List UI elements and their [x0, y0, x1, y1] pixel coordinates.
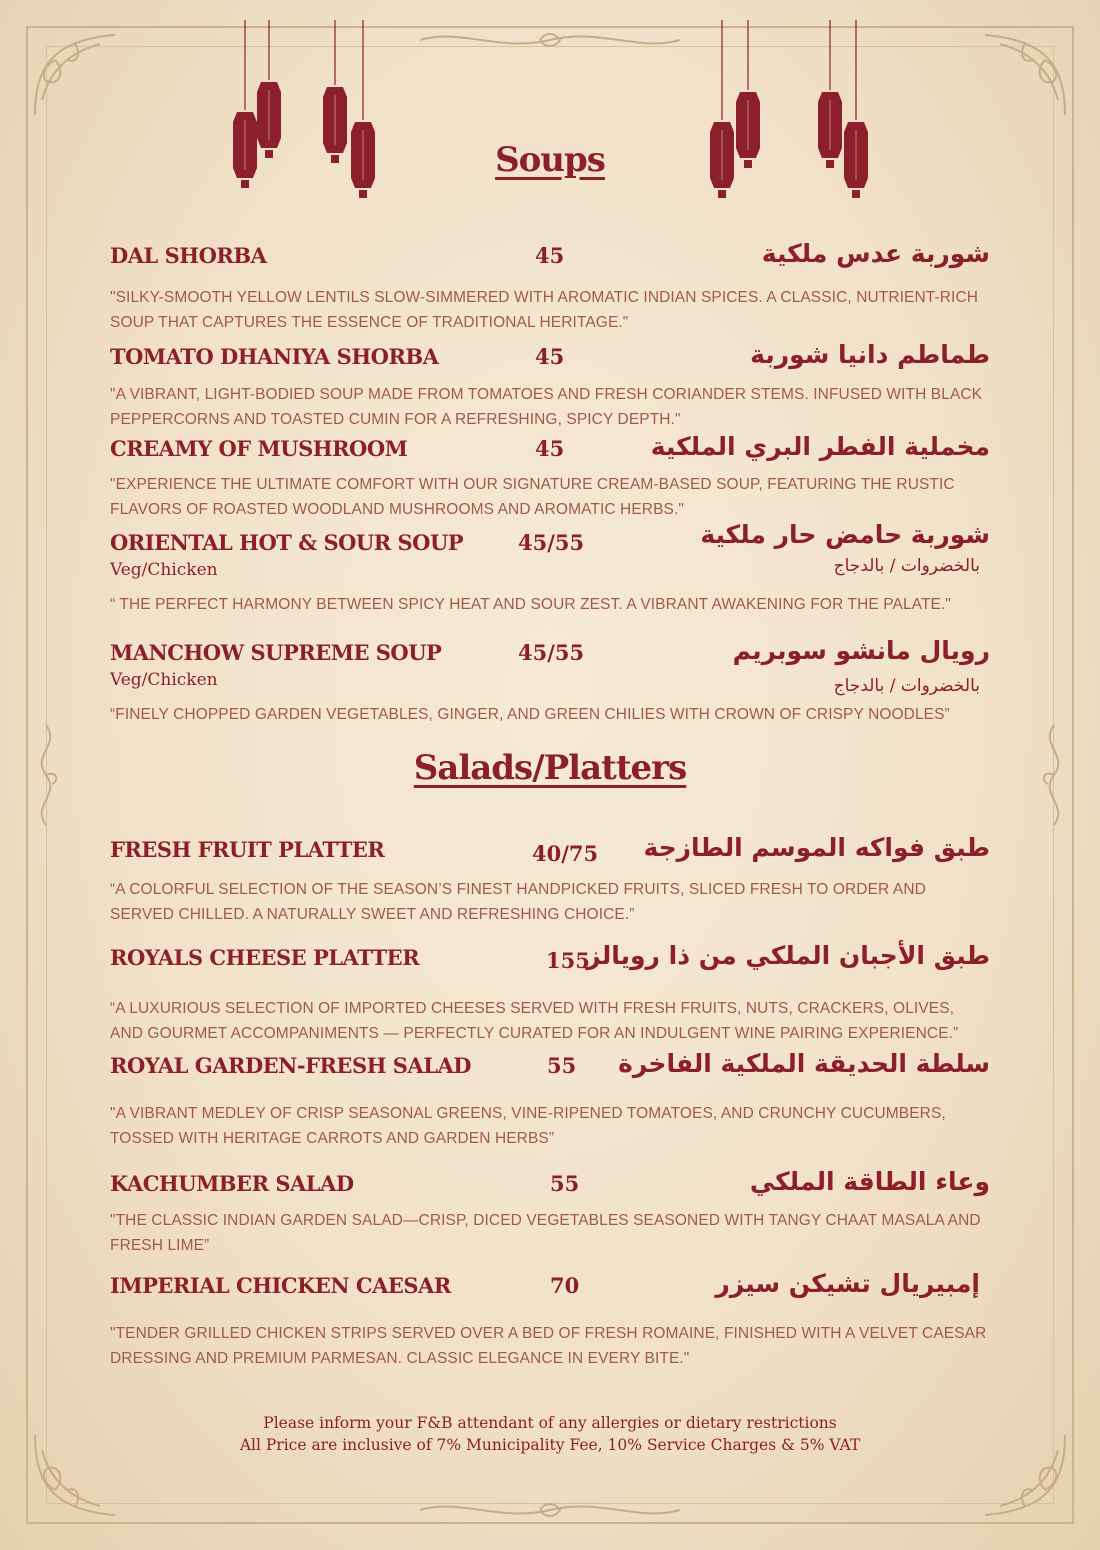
item-name-arabic: وعاء الطاقة الملكي	[749, 1167, 990, 1196]
item-name: FRESH FRUIT PLATTER	[110, 837, 385, 862]
item-name-arabic: طبق الأجبان الملكي من ذا رويالز	[586, 941, 990, 970]
salads-platters-heading: Salads/Platters	[413, 748, 687, 788]
item-description: "A VIBRANT, LIGHT-BODIED SOUP MADE FROM TOMATOES AND FRESH CORIANDER STEMS. INFUSED WITH BLACK PEPPERCORNS AND TOASTED CUMIN FOR A REFRESHING, SPICY DEPTH."	[110, 386, 983, 428]
allergy-notice: Please inform your F&B attendant of any allergies or dietary restrictions	[263, 1414, 837, 1432]
item-description: "TENDER GRILLED CHICKEN STRIPS SERVED OVER A BED OF FRESH ROMAINE, FINISHED WITH A VELVET CAESAR DRESSING AND PREMIUM PARMESAN. CLASSIC ELEGANCE IN EVERY BITE."	[110, 1325, 987, 1367]
item-name: ROYAL GARDEN-FRESH SALAD	[110, 1053, 471, 1078]
item-name-arabic: طماطم دانيا شوربة	[750, 340, 990, 369]
corner-ornament-icon	[980, 30, 1070, 120]
item-subtitle: Veg/Chicken	[110, 670, 218, 690]
item-name: TOMATO DHANIYA SHORBA	[110, 344, 439, 369]
item-price: 70	[550, 1273, 580, 1298]
item-description: "SILKY-SMOOTH YELLOW LENTILS SLOW-SIMMERED WITH AROMATIC INDIAN SPICES. A CLASSIC, NUTRIENT-RICH SOUP THAT CAPTURES THE ESSENCE OF TRADITIONAL HERITAGE."	[110, 289, 979, 331]
bottom-ornament-icon	[420, 1498, 680, 1522]
item-price: 55	[547, 1053, 577, 1078]
item-price: 45	[535, 243, 565, 268]
item-description: “A LUXURIOUS SELECTION OF IMPORTED CHEESES SERVED WITH FRESH FRUITS, NUTS, CRACKERS, OLIVES, AND GOURMET ACCOMPANIMENTS — PERFECTLY CURATED FOR AN INDULGENT WINE PAIRING EXPERIENCE.”	[110, 1000, 959, 1042]
item-price: 45	[535, 436, 565, 461]
item-subtitle-arabic: بالخضروات / بالدجاج	[833, 556, 980, 576]
item-name-arabic: طبق فواكه الموسم الطازجة	[643, 833, 990, 862]
pricing-notice: All Price are inclusive of 7% Municipality Fee, 10% Service Charges & 5% VAT	[239, 1436, 861, 1454]
item-price: 45/55	[518, 530, 585, 555]
item-name-arabic: مخملية الفطر البري الملكية	[650, 432, 990, 461]
item-name: KACHUMBER SALAD	[110, 1171, 354, 1196]
item-description: “ THE PERFECT HARMONY BETWEEN SPICY HEAT AND SOUR ZEST. A VIBRANT AWAKENING FOR THE PALATE."	[110, 596, 951, 613]
footer-notes	[0, 1412, 1100, 1456]
item-description: “FINELY CHOPPED GARDEN VEGETABLES, GINGER, AND GREEN CHILIES WITH CROWN OF CRISPY NOODLES”	[110, 706, 950, 723]
item-name: ORIENTAL HOT & SOUR SOUP	[110, 530, 464, 555]
item-description: "A VIBRANT MEDLEY OF CRISP SEASONAL GREENS, VINE-RIPENED TOMATOES, AND CRUNCHY CUCUMBERS, TOSSED WITH HERITAGE CARROTS AND GARDEN HERBS”	[110, 1105, 946, 1147]
soups-heading: Soups	[495, 140, 605, 180]
item-name-arabic: سلطة الحديقة الملكية الفاخرة	[618, 1049, 990, 1078]
item-price: 45/55	[518, 640, 585, 665]
item-name: ROYALS CHEESE PLATTER	[110, 945, 420, 970]
item-description: “A COLORFUL SELECTION OF THE SEASON’S FINEST HANDPICKED FRUITS, SLICED FRESH TO ORDER AND SERVED CHILLED. A NATURALLY SWEET AND REFRESHING CHOICE.”	[110, 881, 926, 923]
item-name: CREAMY OF MUSHROOM	[110, 436, 408, 461]
item-description: "THE CLASSIC INDIAN GARDEN SALAD—CRISP, DICED VEGETABLES SEASONED WITH TANGY CHAAT MASALA AND FRESH LIME”	[110, 1212, 981, 1254]
item-name-arabic: رويال مانشو سوبريم	[732, 636, 990, 665]
item-price: 55	[550, 1171, 580, 1196]
item-description: "EXPERIENCE THE ULTIMATE COMFORT WITH OUR SIGNATURE CREAM-BASED SOUP, FEATURING THE RUSTIC FLAVORS OF ROASTED WOODLAND MUSHROOMS AND AROMATIC HERBS."	[110, 476, 955, 518]
item-subtitle: Veg/Chicken	[110, 560, 218, 580]
item-name-arabic: إمبيريال تشيكن سيزر	[715, 1269, 980, 1298]
item-name: DAL SHORBA	[110, 243, 267, 268]
item-name-arabic: شوربة حامض حار ملكية	[700, 520, 990, 549]
item-price: 40/75	[532, 841, 599, 866]
item-price: 155	[546, 948, 590, 973]
item-name: MANCHOW SUPREME SOUP	[110, 640, 442, 665]
item-subtitle-arabic: بالخضروات / بالدجاج	[833, 676, 980, 696]
corner-ornament-icon	[30, 30, 120, 120]
item-name: IMPERIAL CHICKEN CAESAR	[110, 1273, 451, 1298]
top-ornament-icon	[420, 28, 680, 52]
item-name-arabic: شوربة عدس ملكية	[761, 239, 990, 268]
item-price: 45	[535, 344, 565, 369]
